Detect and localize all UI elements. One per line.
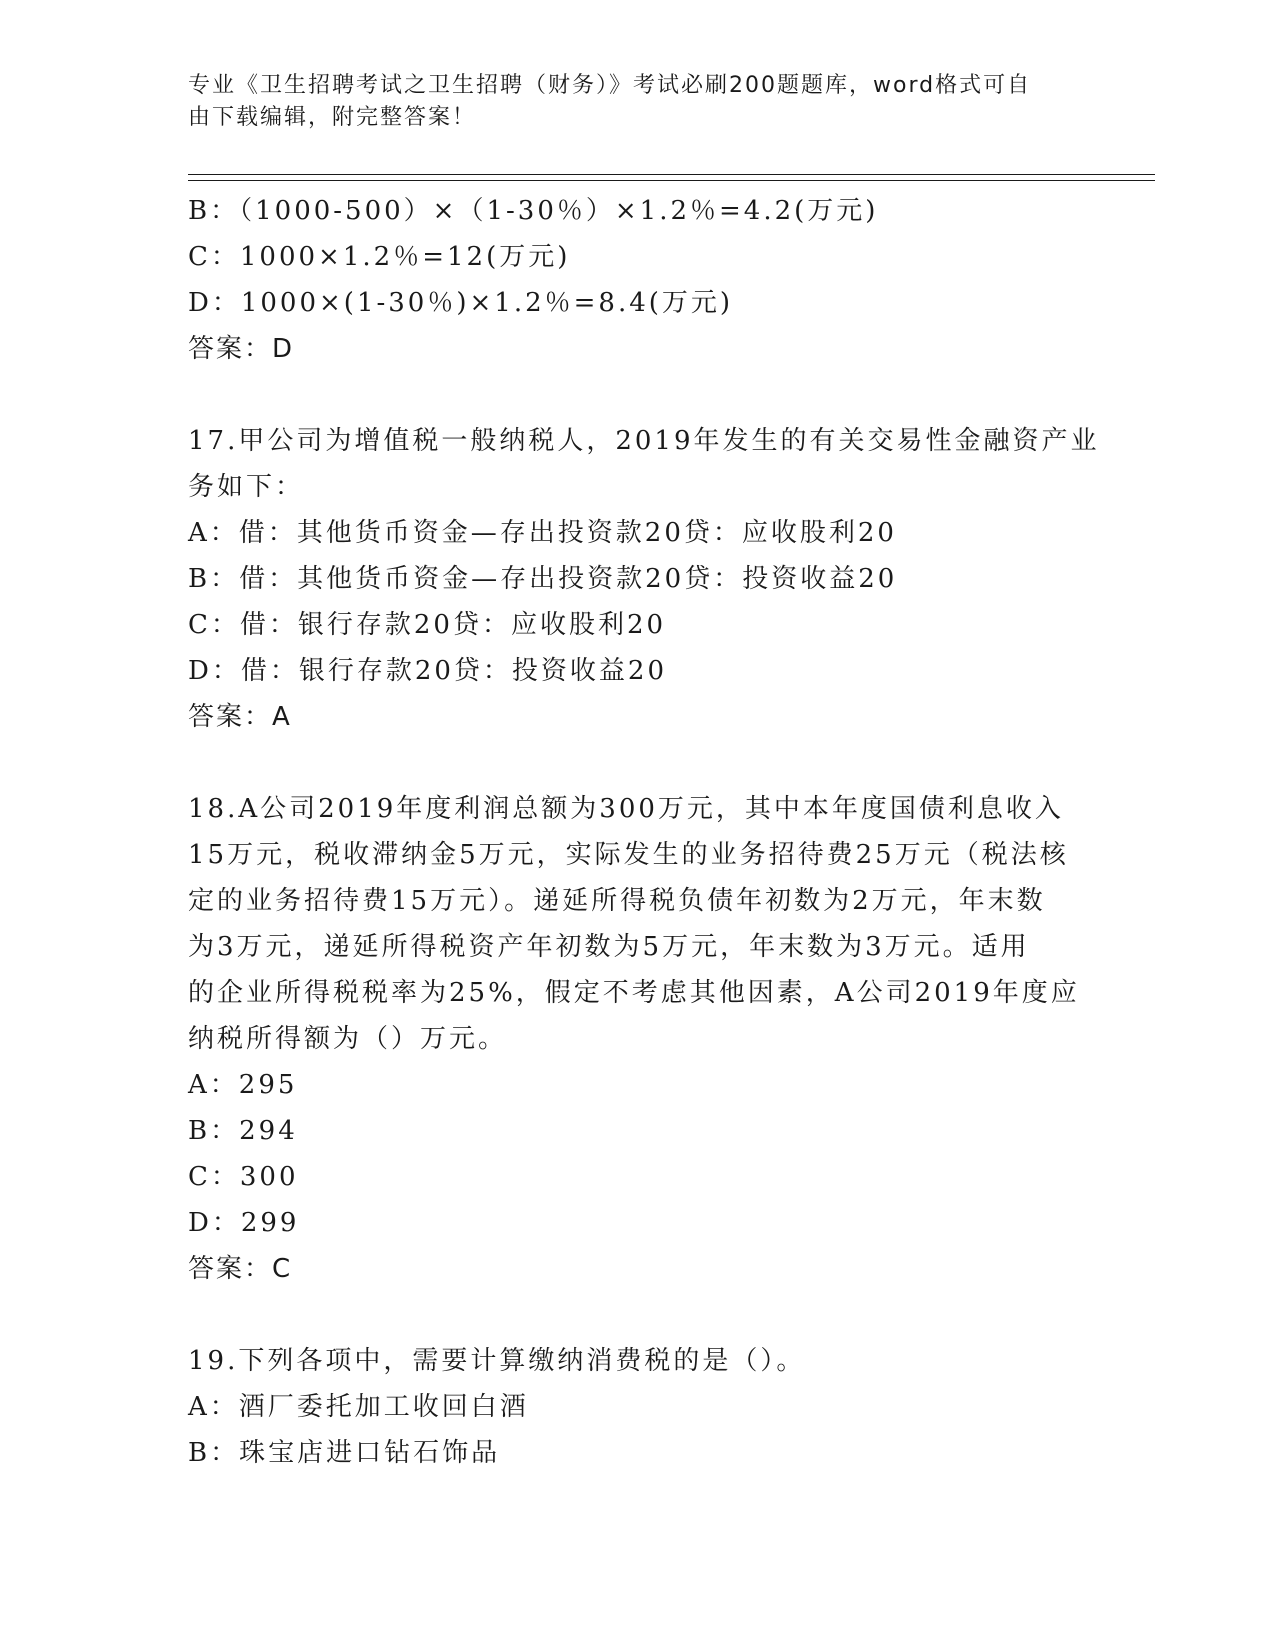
spacer: [188, 372, 1088, 418]
question-text: 的企业所得税税率为25%，假定不考虑其他因素，A公司2019年度应: [188, 978, 1080, 1008]
question-block-16: [188, 188, 1088, 372]
header-rule-top: [188, 174, 1155, 175]
option-c: C：借：银行存款20贷：应收股利20: [188, 610, 667, 640]
header-line-1: 专业《卫生招聘考试之卫生招聘（财务）》考试必刷200题题库，word格式可自: [188, 73, 1032, 98]
question-text: 为3万元，递延所得税资产年初数为5万元，年末数为3万元。适用: [188, 932, 1030, 962]
option-c: C：300: [188, 1162, 299, 1192]
question-block-18: [188, 786, 1088, 1292]
question-text: 纳税所得额为（）万元。: [188, 1024, 508, 1054]
option-d: D：借：银行存款20贷：投资收益20: [188, 656, 668, 686]
header-rule-bottom: [188, 180, 1155, 181]
question-text: 定的业务招待费15万元）。递延所得税负债年初数为2万元，年末数: [188, 886, 1046, 916]
answer: 答案：D: [188, 334, 295, 364]
option-d: D：1000×(1-30％)×1.2％=8.4(万元): [188, 288, 734, 318]
question-block-19: [188, 1338, 1088, 1476]
question-text: 17.甲公司为增值税一般纳税人，2019年发生的有关交易性金融资产业: [188, 426, 1100, 456]
spacer: [188, 1292, 1088, 1338]
document-header: [188, 70, 1068, 134]
option-c: C：1000×1.2％=12(万元): [188, 242, 571, 272]
question-block-17: [188, 418, 1100, 740]
spacer: [188, 740, 1088, 786]
option-b: B：294: [188, 1116, 298, 1146]
answer: 答案：A: [188, 702, 292, 732]
option-b: B：（1000-500）×（1-30％）×1.2％=4.2(万元): [188, 196, 879, 226]
header-line-2: 由下载编辑，附完整答案！: [188, 105, 477, 130]
question-text: 15万元，税收滞纳金5万元，实际发生的业务招待费25万元（税法核: [188, 840, 1069, 870]
document-body: [188, 188, 1100, 1476]
option-a: A：借：其他货币资金—存出投资款20贷：应收股利20: [188, 518, 897, 548]
question-text: 务如下：: [188, 472, 305, 502]
answer: 答案：C: [188, 1254, 293, 1284]
question-text: 19.下列各项中，需要计算缴纳消费税的是（）。: [188, 1346, 806, 1376]
option-b: B：珠宝店进口钻石饰品: [188, 1438, 501, 1468]
option-b: B：借：其他货币资金—存出投资款20贷：投资收益20: [188, 564, 898, 594]
option-a: A：酒厂委托加工收回白酒: [188, 1392, 529, 1422]
option-a: A：295: [188, 1070, 298, 1100]
option-d: D：299: [188, 1208, 300, 1238]
question-text: 18.A公司2019年度利润总额为300万元，其中本年度国债利息收入: [188, 794, 1064, 824]
